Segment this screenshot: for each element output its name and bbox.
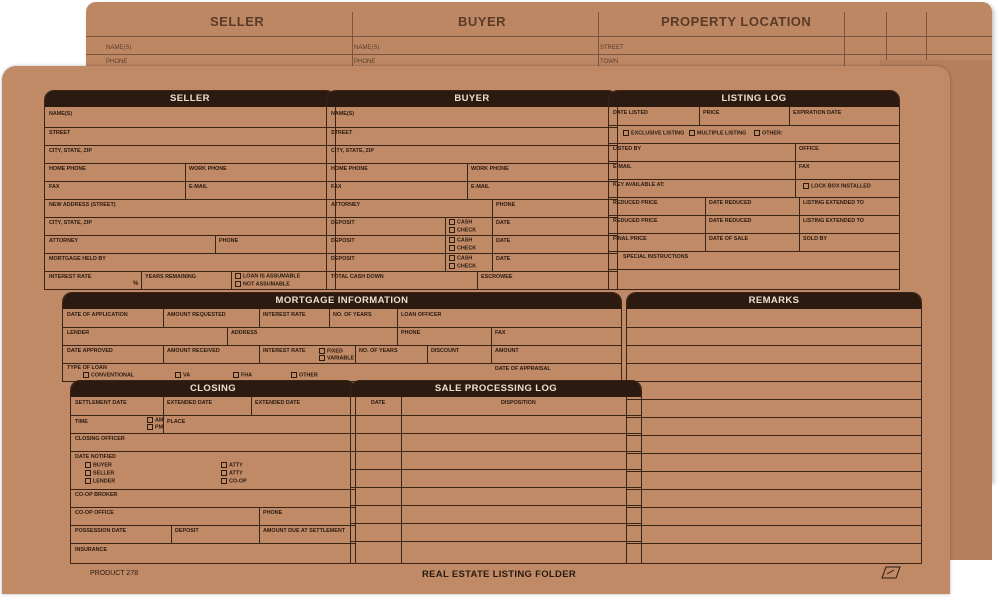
back-label: STREET xyxy=(600,45,624,51)
column-header-date: DATE xyxy=(371,400,386,406)
field-label: DATE OF APPLICATION xyxy=(67,312,128,318)
field-label: DEPOSIT xyxy=(175,528,199,534)
checkbox-co-op[interactable]: CO-OP xyxy=(221,478,247,484)
field-label: KEY AVAILABLE AT: xyxy=(613,182,665,188)
field-label: CITY, STATE, ZIP xyxy=(49,220,92,226)
field-label: CO-OP OFFICE xyxy=(75,510,114,516)
field-label: INTEREST RATE xyxy=(263,312,306,318)
field-label: DATE OF APPRAISAL xyxy=(495,366,551,372)
field-label: REDUCED PRICE xyxy=(613,218,658,224)
seller-title: SELLER xyxy=(45,91,335,107)
field-label: DATE xyxy=(496,220,511,226)
back-label: PHONE xyxy=(354,59,376,65)
field-label: DEPOSIT xyxy=(331,220,355,226)
checkbox-lender[interactable]: LENDER xyxy=(85,478,115,484)
field-label: E-MAIL xyxy=(471,184,490,190)
checkbox-seller[interactable]: SELLER xyxy=(85,470,114,476)
field-label: TOTAL CASH DOWN xyxy=(331,274,384,280)
field-label: LISTING EXTENDED TO xyxy=(803,200,864,206)
back-header-seller: SELLER xyxy=(210,14,265,29)
checkbox-buyer[interactable]: BUYER xyxy=(85,462,112,468)
field-label: NO. OF YEARS xyxy=(359,348,398,354)
field-label: FINAL PRICE xyxy=(613,236,647,242)
sale-log-section xyxy=(350,380,642,564)
field-label: DATE OF SALE xyxy=(709,236,749,242)
field-label: E-MAIL xyxy=(189,184,208,190)
checkbox-variable[interactable]: VARIABLE xyxy=(319,355,354,361)
checkbox-atty[interactable]: ATTY xyxy=(221,462,243,468)
seller-section xyxy=(44,90,336,290)
field-label: OFFICE xyxy=(799,146,819,152)
field-label: DATE xyxy=(496,256,511,262)
checkbox-cash[interactable]: CASH xyxy=(449,219,472,225)
field-label: PRICE xyxy=(703,110,720,116)
field-label: PHONE xyxy=(401,330,421,336)
product-number: PRODUCT 278 xyxy=(90,570,139,577)
checkbox-other[interactable]: OTHER xyxy=(291,372,318,378)
field-label: LENDER xyxy=(67,330,90,336)
listing-log-section xyxy=(608,90,900,290)
field-label: PHONE xyxy=(263,510,283,516)
field-label: DATE xyxy=(496,238,511,244)
field-label: DATE APPROVED xyxy=(67,348,113,354)
checkbox-va[interactable]: VA xyxy=(175,372,190,378)
back-label: NAME(S) xyxy=(354,45,380,51)
field-label: LISTED BY xyxy=(613,146,642,152)
checkbox-lock-box[interactable]: LOCK BOX INSTALLED xyxy=(803,183,871,189)
field-label: NO. OF YEARS xyxy=(333,312,372,318)
field-label: MORTGAGE HELD BY xyxy=(49,256,106,262)
field-label: EXPIRATION DATE xyxy=(793,110,842,116)
back-label: PHONE xyxy=(106,59,128,65)
field-label: WORK PHONE xyxy=(189,166,227,172)
checkbox-other[interactable]: OTHER: xyxy=(754,130,783,136)
folder-title: REAL ESTATE LISTING FOLDER xyxy=(422,569,576,580)
front-folder xyxy=(2,66,950,594)
checkbox-check[interactable]: CHECK xyxy=(449,245,476,251)
field-label: FAX xyxy=(331,184,342,190)
buyer-title: BUYER xyxy=(327,91,617,107)
field-label: NAME(S) xyxy=(49,111,73,117)
field-label: FAX xyxy=(799,164,810,170)
back-header-buyer: BUYER xyxy=(458,14,507,29)
back-header-property: PROPERTY LOCATION xyxy=(661,14,812,29)
field-label: CLOSING OFFICER xyxy=(75,436,125,442)
remarks-title: REMARKS xyxy=(627,293,921,309)
field-label: LOAN OFFICER xyxy=(401,312,442,318)
back-label: NAME(S) xyxy=(106,45,132,51)
checkbox-pm[interactable]: PM xyxy=(147,424,163,430)
field-label: CITY, STATE, ZIP xyxy=(49,148,92,154)
field-label: INTEREST RATE xyxy=(263,348,306,354)
field-label: WORK PHONE xyxy=(471,166,509,172)
field-label: DATE NOTIFIED xyxy=(75,454,116,460)
field-label: DEPOSIT xyxy=(331,238,355,244)
percent-sign: % xyxy=(133,281,139,287)
checkbox-atty[interactable]: ATTY xyxy=(221,470,243,476)
column-header-disposition: DISPOSITION xyxy=(501,400,536,406)
field-label: SPECIAL INSTRUCTIONS xyxy=(623,254,689,260)
field-label: PHONE xyxy=(219,238,239,244)
checkbox-exclusive-listing[interactable]: EXCLUSIVE LISTING xyxy=(623,130,684,136)
field-label: LISTING EXTENDED TO xyxy=(803,218,864,224)
field-label: YEARS REMAINING xyxy=(145,274,196,280)
listing-log-title: LISTING LOG xyxy=(609,91,899,107)
field-label: POSSESSION DATE xyxy=(75,528,127,534)
back-label: TOWN xyxy=(600,59,619,65)
field-label: HOME PHONE xyxy=(49,166,86,172)
mortgage-section xyxy=(62,292,622,382)
field-label: DATE LISTED xyxy=(613,110,648,116)
field-label: AMOUNT xyxy=(495,348,519,354)
buyer-section xyxy=(326,90,618,290)
field-label: NEW ADDRESS (STREET) xyxy=(49,202,116,208)
field-label: SOLD BY xyxy=(803,236,827,242)
checkbox-cash[interactable]: CASH xyxy=(449,237,472,243)
mortgage-title: MORTGAGE INFORMATION xyxy=(63,293,621,309)
field-label: PHONE xyxy=(496,202,516,208)
field-label: EXTENDED DATE xyxy=(255,400,301,406)
checkbox-not-assumable[interactable]: NOT ASSUMABLE xyxy=(235,281,290,287)
checkbox-am[interactable]: AM xyxy=(147,417,163,423)
field-label: AMOUNT REQUESTED xyxy=(167,312,226,318)
remarks-section xyxy=(626,292,922,564)
field-label: ESCROWEE xyxy=(481,274,513,280)
field-label: AMOUNT RECEIVED xyxy=(167,348,220,354)
checkbox-multiple-listing[interactable]: MULTIPLE LISTING xyxy=(689,130,746,136)
sale-log-title: SALE PROCESSING LOG xyxy=(351,381,641,397)
field-label: STREET xyxy=(331,130,353,136)
field-label: DISCOUNT xyxy=(431,348,460,354)
checkbox-fha[interactable]: FHA xyxy=(233,372,252,378)
field-label: STREET xyxy=(49,130,71,136)
field-label: E-MAIL xyxy=(613,164,632,170)
field-label: ATTORNEY xyxy=(331,202,361,208)
field-label: HOME PHONE xyxy=(331,166,368,172)
field-label: REDUCED PRICE xyxy=(613,200,658,206)
checkbox-cash[interactable]: CASH xyxy=(449,255,472,261)
field-label: ADDRESS xyxy=(231,330,258,336)
field-label: DATE REDUCED xyxy=(709,200,752,206)
field-label: EXTENDED DATE xyxy=(167,400,213,406)
closing-section xyxy=(70,380,356,564)
field-label: CO-OP BROKER xyxy=(75,492,118,498)
checkbox-fixed[interactable]: FIXED xyxy=(319,348,343,354)
checkbox-check[interactable]: CHECK xyxy=(449,227,476,233)
field-label: CITY, STATE, ZIP xyxy=(331,148,374,154)
field-label: INTEREST RATE xyxy=(49,274,92,280)
brand-logo-icon xyxy=(880,564,902,580)
field-label: PLACE xyxy=(167,419,186,425)
checkbox-conventional[interactable]: CONVENTIONAL xyxy=(83,372,134,378)
closing-title: CLOSING xyxy=(71,381,355,397)
checkbox-check[interactable]: CHECK xyxy=(449,263,476,269)
field-label: TIME xyxy=(75,419,88,425)
field-label: NAME(S) xyxy=(331,111,355,117)
field-label: SETTLEMENT DATE xyxy=(75,400,127,406)
field-label: FAX xyxy=(495,330,506,336)
field-label: INSURANCE xyxy=(75,547,108,553)
field-label: AMOUNT DUE AT SETTLEMENT xyxy=(263,528,346,534)
checkbox-loan-assumable[interactable]: LOAN IS ASSUMABLE xyxy=(235,273,300,279)
field-label: TYPE OF LOAN xyxy=(67,365,107,371)
field-label: DATE REDUCED xyxy=(709,218,752,224)
field-label: ATTORNEY xyxy=(49,238,79,244)
field-label: DEPOSIT xyxy=(331,256,355,262)
field-label: FAX xyxy=(49,184,60,190)
